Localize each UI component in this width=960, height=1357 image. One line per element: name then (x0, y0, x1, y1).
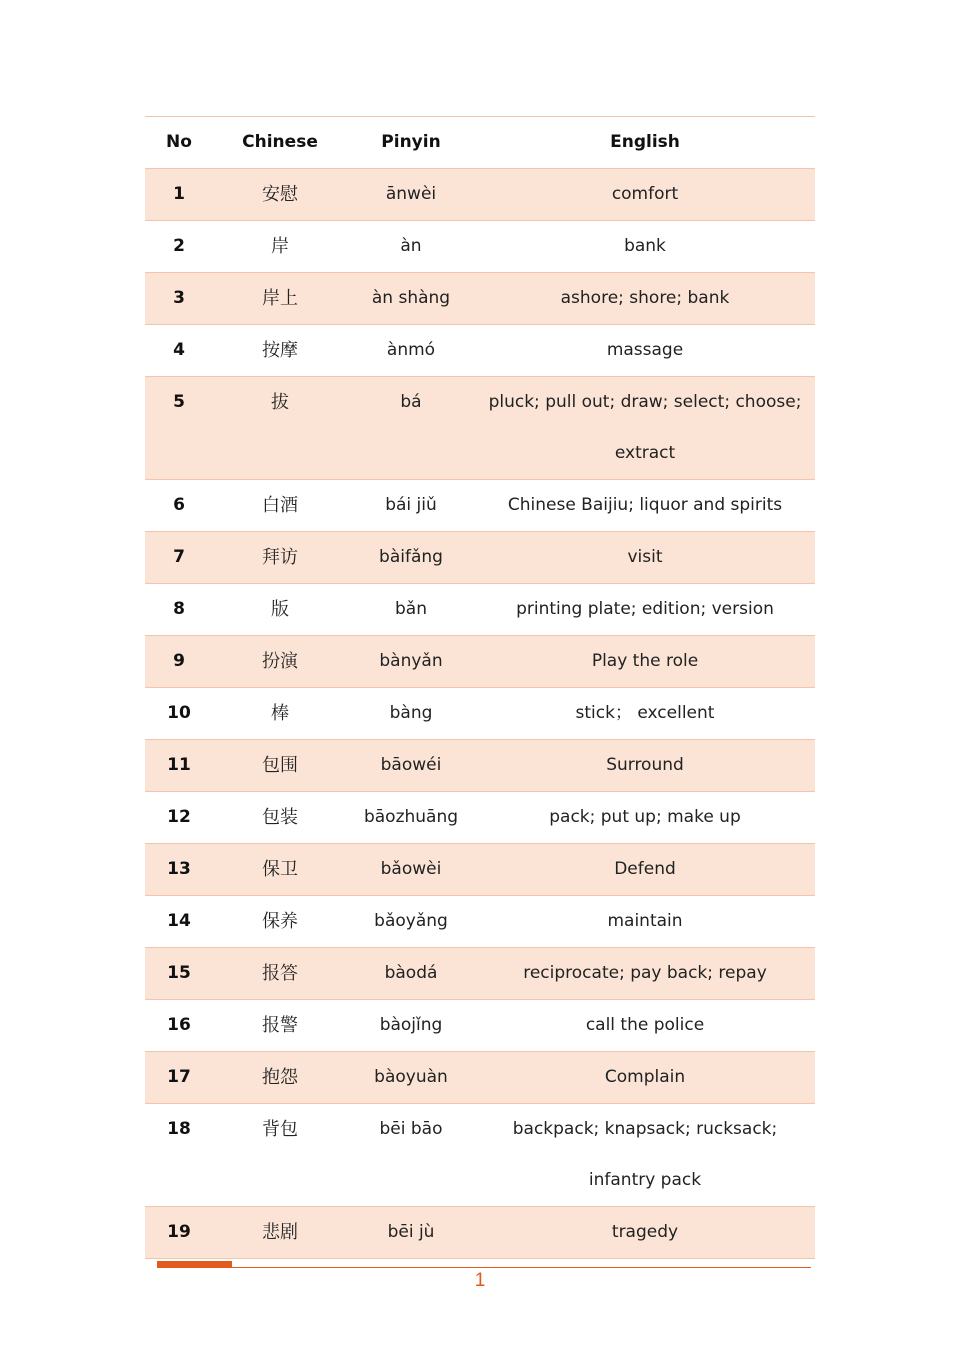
row-english: Surround (606, 755, 684, 775)
row-number: 17 (167, 1067, 191, 1087)
row-pinyin: bāowéi (380, 755, 442, 775)
row-number: 3 (173, 288, 185, 308)
footer-divider (157, 1267, 811, 1268)
row-chinese: 版 (271, 599, 289, 620)
row-pinyin: àn (400, 236, 422, 256)
row-english: call the police (585, 1015, 705, 1035)
row-english: pack; put up; make up (549, 807, 741, 827)
row-number: 2 (173, 236, 185, 256)
row-number: 16 (167, 1015, 191, 1035)
row-chinese: 报答 (262, 963, 298, 984)
row-english: comfort (611, 184, 679, 204)
page-number: 1 (474, 1270, 486, 1291)
row-number: 11 (167, 755, 191, 775)
table-row (145, 844, 815, 896)
row-number: 9 (173, 651, 185, 671)
row-english: bank (624, 236, 666, 256)
row-number: 4 (173, 340, 185, 360)
row-pinyin: bàodá (384, 963, 438, 983)
row-chinese: 棒 (271, 703, 289, 724)
row-chinese: 按摩 (262, 340, 298, 361)
table-row (145, 1052, 815, 1104)
row-number: 15 (167, 963, 191, 983)
row-number: 8 (173, 599, 185, 619)
row-pinyin: bāozhuāng (363, 807, 459, 827)
table-row (145, 1104, 815, 1207)
row-chinese: 背包 (262, 1119, 298, 1140)
row-pinyin: bá (400, 392, 422, 412)
row-number: 5 (173, 392, 185, 412)
row-english: printing plate; edition; version (516, 599, 774, 619)
table-row (145, 948, 815, 1000)
header-no: No (166, 132, 192, 152)
header-pinyin: Pinyin (381, 132, 441, 152)
table-row (145, 1207, 815, 1259)
row-pinyin: bái jiǔ (385, 495, 437, 515)
row-pinyin: bàoyuàn (374, 1067, 448, 1087)
row-pinyin: bǎoyǎng (374, 911, 448, 931)
row-english: visit (627, 547, 663, 567)
table-row (145, 792, 815, 844)
row-chinese: 报警 (262, 1015, 298, 1036)
table-row (145, 532, 815, 584)
row-pinyin: bàng (389, 703, 433, 723)
row-number: 13 (167, 859, 191, 879)
row-english: ashore; shore; bank (560, 288, 730, 308)
row-pinyin: bǎowèi (380, 859, 442, 879)
header-english: English (610, 132, 680, 152)
row-chinese: 保养 (262, 911, 298, 932)
row-chinese: 岸上 (262, 288, 298, 309)
row-english: maintain (607, 911, 683, 931)
row-chinese: 拜访 (262, 547, 298, 568)
table-row (145, 325, 815, 377)
table-row (145, 740, 815, 792)
row-pinyin: bàifǎng (379, 547, 443, 567)
row-pinyin: bànyǎn (379, 651, 443, 671)
row-chinese: 悲剧 (262, 1222, 298, 1243)
row-chinese: 包装 (262, 807, 298, 828)
row-english: Play the role (591, 651, 699, 671)
vocabulary-table (145, 116, 815, 1259)
row-english: Defend (614, 859, 676, 879)
row-chinese: 白酒 (262, 495, 298, 516)
row-number: 14 (167, 911, 191, 931)
table-row (145, 169, 815, 221)
table-row (145, 636, 815, 688)
row-english: Chinese Baijiu; liquor and spirits (507, 495, 783, 515)
header-chinese: Chinese (242, 132, 318, 152)
row-pinyin: bàojǐng (379, 1015, 443, 1035)
table-row (145, 480, 815, 532)
row-chinese: 保卫 (262, 859, 298, 880)
row-chinese: 岸 (271, 236, 289, 257)
row-pinyin: ānwèi (385, 184, 437, 204)
row-pinyin: bēi jù (387, 1222, 435, 1242)
row-number: 10 (167, 703, 191, 723)
table-row (145, 688, 815, 740)
row-pinyin: bēi bāo (379, 1119, 443, 1139)
row-english: reciprocate; pay back; repay (523, 963, 767, 983)
row-chinese: 抱怨 (262, 1067, 298, 1088)
row-chinese: 扮演 (262, 651, 298, 672)
row-chinese: 拔 (271, 392, 289, 413)
row-number: 18 (167, 1119, 191, 1139)
row-english: tragedy (611, 1222, 679, 1242)
table-row (145, 221, 815, 273)
row-english: pluck; pull out; draw; select; choose; extract (488, 392, 802, 463)
table-header-row (145, 117, 815, 169)
row-pinyin: àn shàng (371, 288, 451, 308)
table-row (145, 584, 815, 636)
table-row (145, 896, 815, 948)
table-row (145, 273, 815, 325)
table-row (145, 1000, 815, 1052)
table-row (145, 377, 815, 480)
row-english: stick； excellent (575, 703, 715, 723)
row-chinese: 包围 (262, 755, 298, 776)
row-pinyin: ànmó (386, 340, 436, 360)
row-number: 12 (167, 807, 191, 827)
row-english: backpack; knapsack; rucksack; infantry pack (512, 1119, 778, 1190)
row-english: massage (606, 340, 684, 360)
table-body (145, 169, 815, 1259)
row-number: 1 (173, 184, 185, 204)
row-chinese: 安慰 (262, 184, 298, 205)
row-number: 7 (173, 547, 185, 567)
row-number: 6 (173, 495, 185, 515)
row-pinyin: bǎn (395, 599, 427, 619)
row-number: 19 (167, 1222, 191, 1242)
row-english: Complain (604, 1067, 686, 1087)
